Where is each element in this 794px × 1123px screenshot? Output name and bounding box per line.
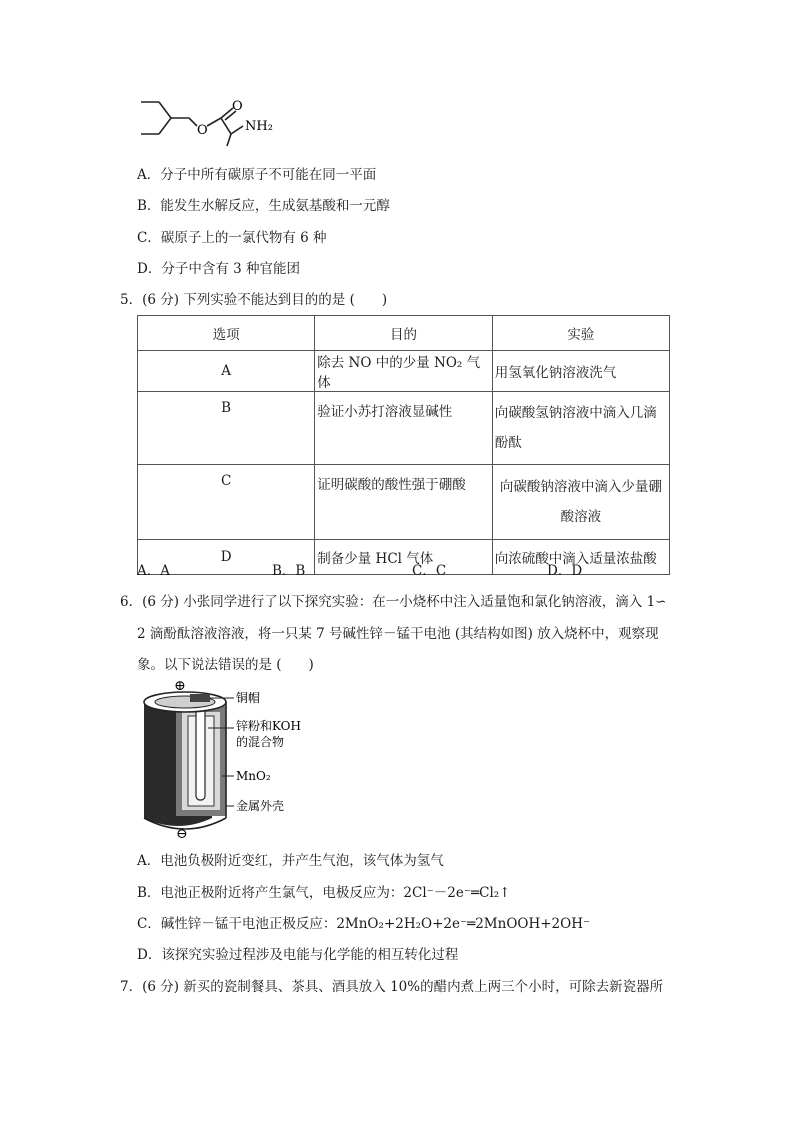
- structure-o-ring: O: [197, 123, 208, 138]
- q6-stem-line1: 6．(6 分) 小张同学进行了以下探究实验：在一小烧杯中注入适量饱和氯化钠溶液，滴入 1∽: [120, 594, 667, 610]
- q5-answer-b: B．B: [272, 563, 306, 579]
- q5-cell-exp: 向浓硫酸中滴入适量浓盐酸: [492, 540, 669, 575]
- q5-header-experiment: 实验: [492, 316, 669, 351]
- q7-stem: 7．(6 分) 新买的瓷制餐具、茶具、酒具放入 10%的醋内煮上两三个小时，可除去新瓷器所: [120, 979, 664, 995]
- q5-answer-a: A．A: [137, 563, 170, 579]
- plus-terminal-icon: ⊕: [174, 678, 186, 694]
- table-row: [138, 351, 670, 392]
- q5-cell-goal: 验证小苏打溶液显碱性: [315, 392, 492, 465]
- structure-o-top: O: [232, 99, 243, 114]
- label-mno2: MnO₂: [236, 769, 271, 783]
- q4-option-d: D．分子中含有 3 种官能团: [137, 261, 300, 277]
- label-shell: 金属外壳: [236, 799, 285, 813]
- q5-cell-opt: A: [138, 351, 315, 392]
- q5-cell-opt: D: [138, 540, 315, 575]
- label-zn-1: 锌粉和KOH: [236, 719, 301, 733]
- minus-terminal-icon: ⊖: [176, 826, 188, 842]
- q6-option-a: A．电池负极附近变红，并产生气泡，该气体为氢气: [137, 853, 444, 869]
- q5-cell-exp: 向碳酸钠溶液中滴入少量硼酸溶液: [492, 465, 669, 540]
- table-row: [138, 465, 670, 540]
- label-cap: 铜帽: [236, 691, 261, 705]
- q5-header-goal: 目的: [315, 316, 492, 351]
- q4-option-a: A．分子中所有碳原子不可能在同一平面: [137, 167, 377, 183]
- q5-cell-exp: 用氢氧化钠溶液洗气: [492, 351, 669, 392]
- q5-header-option: 选项: [138, 316, 315, 351]
- q6-stem-line3: 象。以下说法错误的是 ( ): [137, 657, 314, 673]
- q4-option-b: B．能发生水解反应，生成氨基酸和一元醇: [137, 198, 390, 214]
- q5-stem: 5．(6 分) 下列实验不能达到目的的是 ( ): [120, 292, 388, 308]
- structure-nh2: NH₂: [245, 119, 273, 134]
- q6-option-c: C．碱性锌－锰干电池正极反应：2MnO₂+2H₂O+2e⁻═2MnOOH+2OH⁻: [137, 916, 591, 932]
- q5-cell-exp: 向碳酸氢钠溶液中滴入几滴酚酞: [492, 392, 669, 465]
- q5-cell-goal: 证明碳酸的酸性强于硼酸: [315, 465, 492, 540]
- q4-option-c: C．碳原子上的一氯代物有 6 种: [137, 230, 327, 246]
- table-row: [138, 540, 670, 575]
- battery-figure: [130, 678, 330, 843]
- q5-table: [137, 315, 670, 575]
- q5-cell-opt: B: [138, 392, 315, 465]
- q5-cell-opt: C: [138, 465, 315, 540]
- q6-option-b: B．电池正极附近将产生氯气，电极反应为：2Cl⁻－2e⁻═Cl₂↑: [137, 885, 511, 901]
- q6-stem-line2: 2 滴酚酞溶液溶液，将一只某 7 号碱性锌－锰干电池 (其结构如图) 放入烧杯中，观察现: [137, 626, 659, 642]
- q5-cell-goal: 制备少量 HCl 气体: [315, 540, 492, 575]
- label-zn-2: 的混合物: [236, 735, 285, 749]
- table-row: [138, 392, 670, 465]
- q5-answer-d: D．D: [547, 563, 583, 579]
- q5-answer-c: C．C: [412, 563, 447, 579]
- q5-cell-goal: 除去 NO 中的少量 NO₂ 气体: [315, 351, 492, 392]
- q6-option-d: D．该探究实验过程涉及电能与化学能的相互转化过程: [137, 947, 459, 963]
- molecule-structure: [135, 98, 285, 153]
